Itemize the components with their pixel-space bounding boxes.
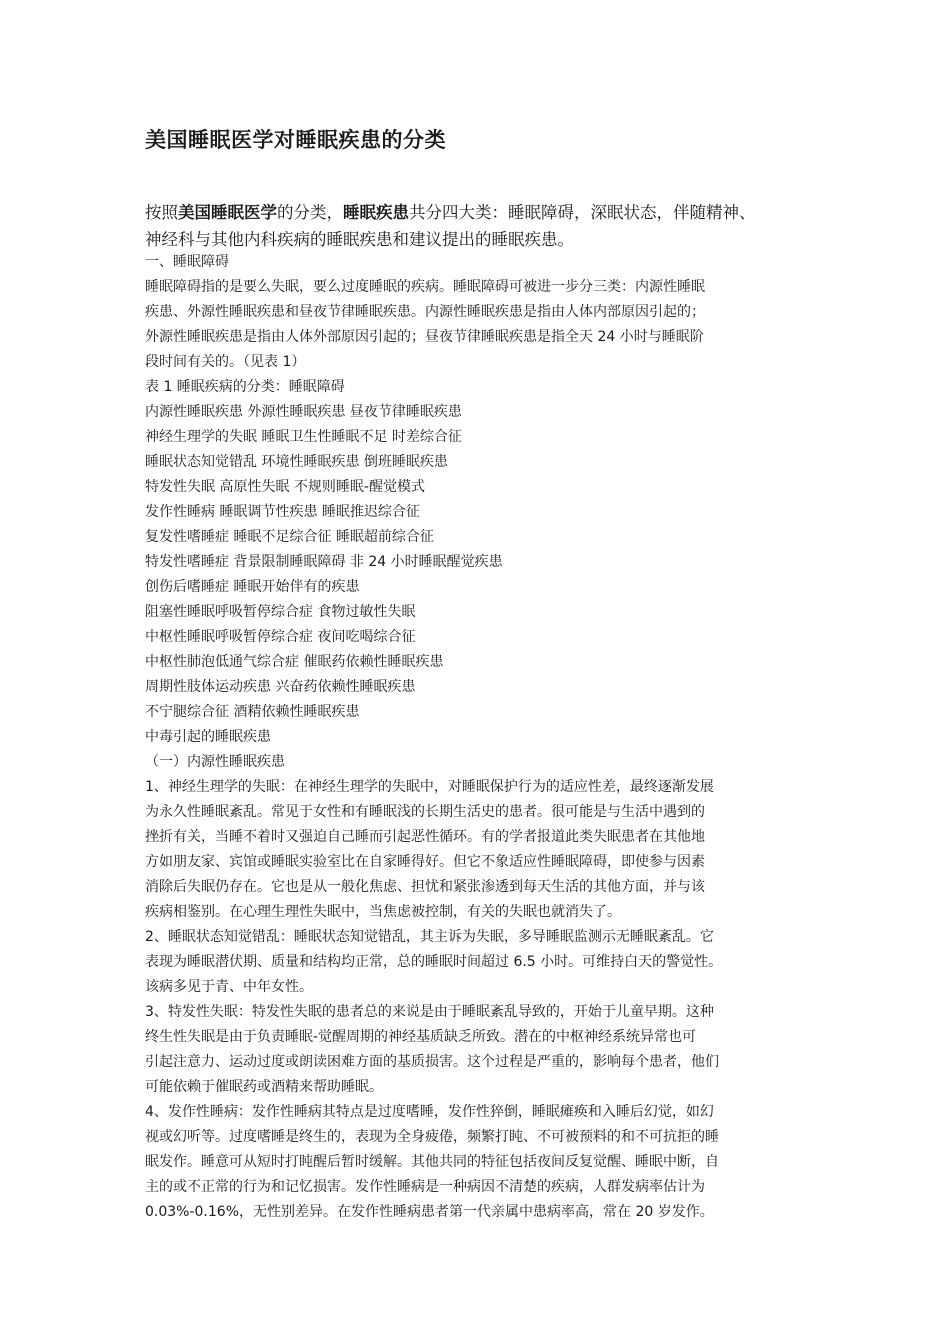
- text-line: 眠发作。睡意可从短时打盹醒后暂时缓解。其他共同的特征包括夜间反复觉醒、睡眠中断，自: [145, 1154, 719, 1170]
- text-line: 中枢性肺泡低通气综合症 催眠药依赖性睡眠疾患: [145, 654, 444, 670]
- intro-text: 的分类，: [277, 203, 343, 222]
- text-line: 3、特发性失眠：特发性失眠的患者总的来说是由于睡眠紊乱导致的，开始于儿童早期。这种: [145, 1004, 714, 1020]
- text-line: 方如朋友家、宾馆或睡眠实验室比在自家睡得好。但它不象适应性睡眠障碍，即使参与因素: [145, 854, 705, 870]
- text-line: 2、睡眠状态知觉错乱：睡眠状态知觉错乱，其主诉为失眠，多导睡眠监测示无睡眠紊乱。它: [145, 929, 714, 945]
- intro-paragraph: [145, 199, 825, 253]
- text-line: 段时间有关的。（见表 1）: [145, 354, 306, 370]
- text-line: 阻塞性睡眠呼吸暂停综合症 食物过敏性失眠: [145, 604, 416, 620]
- text-line: 可能依赖于催眠药或酒精来帮助睡眠。: [145, 1079, 383, 1095]
- text-line: 不宁腿综合征 酒精依赖性睡眠疾患: [145, 704, 360, 720]
- text-line: 1、神经生理学的失眠：在神经生理学的失眠中，对睡眠保护行为的适应性差，最终逐渐发展: [145, 779, 714, 795]
- text-line: 4、发作性睡病：发作性睡病其特点是过度嗜睡，发作性猝倒，睡眠瘫痪和入睡后幻觉，如幻: [145, 1104, 714, 1120]
- text-line: 特发性失眠 高原性失眠 不规则睡眠-醒觉模式: [145, 479, 425, 495]
- text-line: 睡眠状态知觉错乱 环境性睡眠疾患 倒班睡眠疾患: [145, 454, 448, 470]
- text-line: 中枢性睡眠呼吸暂停综合症 夜间吃喝综合征: [145, 629, 416, 645]
- text-line: 复发性嗜睡症 睡眠不足综合征 睡眠超前综合征: [145, 529, 434, 545]
- document-title: 美国睡眠医学对睡眠疾患的分类: [145, 128, 446, 152]
- text-line: 该病多见于青、中年女性。: [145, 979, 313, 995]
- text-line: 中毒引起的睡眠疾患: [145, 729, 271, 745]
- text-line: 引起注意力、运动过度或朗读困难方面的基质损害。这个过程是严重的，影响每个患者，他们: [145, 1054, 719, 1070]
- text-line: 特发性嗜睡症 背景限制睡眠障碍 非 24 小时睡眠醒觉疾患: [145, 554, 503, 570]
- text-line: （一）内源性睡眠疾患: [145, 754, 285, 770]
- document-body: [145, 250, 825, 1225]
- text-line: 外源性睡眠疾患是指由人体外部原因引起的；昼夜节律睡眠疾患是指全天 24 小时与睡眠阶: [145, 329, 704, 345]
- text-line: 挫折有关，当睡不着时又强迫自己睡而引起恶性循环。有的学者报道此类失眠患者在其他地: [145, 829, 705, 845]
- intro-bold-term: 睡眠疾患: [343, 203, 409, 222]
- text-line: 表现为睡眠潜伏期、质量和结构均正常，总的睡眠时间超过 6.5 小时。可维持白天的警觉性。: [145, 954, 723, 970]
- text-line: 主的或不正常的行为和记忆损害。发作性睡病是一种病因不清楚的疾病，人群发病率估计为: [145, 1179, 705, 1195]
- text-line: 消除后失眠仍存在。它也是从一般化焦虑、担忧和紧张渗透到每天生活的其他方面，并与该: [145, 879, 705, 895]
- text-line: 终生性失眠是由于负责睡眠-觉醒周期的神经基质缺乏所致。潜在的中枢神经系统异常也可: [145, 1029, 697, 1045]
- intro-text: 按照: [145, 203, 178, 222]
- text-line: 创伤后嗜睡症 睡眠开始伴有的疾患: [145, 579, 360, 595]
- text-line: 睡眠障碍指的是要么失眠，要么过度睡眠的疾病。睡眠障碍可被进一步分三类：内源性睡眠: [145, 279, 705, 295]
- text-line: 周期性肢体运动疾患 兴奋药依赖性睡眠疾患: [145, 679, 416, 695]
- intro-bold-term: 美国睡眠医学: [178, 203, 277, 222]
- intro-line-1: [145, 199, 825, 226]
- text-line: 表 1 睡眠疾病的分类：睡眠障碍: [145, 379, 345, 395]
- text-line: 疾病相鉴别。在心理生理性失眠中，当焦虑被控制，有关的失眠也就消失了。: [145, 904, 621, 920]
- intro-text: 共分四大类：睡眠障碍，深眠状态，伴随精神、: [409, 203, 756, 222]
- text-line: 神经生理学的失眠 睡眠卫生性睡眠不足 时差综合征: [145, 429, 462, 445]
- text-line: 疾患、外源性睡眠疾患和昼夜节律睡眠疾患。内源性睡眠疾患是指由人体内部原因引起的；: [145, 304, 705, 320]
- text-line: 视或幻听等。过度嗜睡是终生的，表现为全身疲倦，频繁打盹、不可被预料的和不可抗拒的睡: [145, 1129, 719, 1145]
- intro-line-2: 神经科与其他内科疾病的睡眠疾患和建议提出的睡眠疾患。: [145, 230, 574, 249]
- text-line: 发作性睡病 睡眠调节性疾患 睡眠推迟综合征: [145, 504, 420, 520]
- text-line: 为永久性睡眠紊乱。常见于女性和有睡眠浅的长期生活史的患者。很可能是与生活中遇到的: [145, 804, 705, 820]
- text-line: 0.03%-0.16%，无性别差异。在发作性睡病患者第一代亲属中患病率高，常在 20 岁发作。: [145, 1204, 714, 1220]
- text-line: 一、睡眠障碍: [145, 254, 229, 270]
- text-line: 内源性睡眠疾患 外源性睡眠疾患 昼夜节律睡眠疾患: [145, 404, 462, 420]
